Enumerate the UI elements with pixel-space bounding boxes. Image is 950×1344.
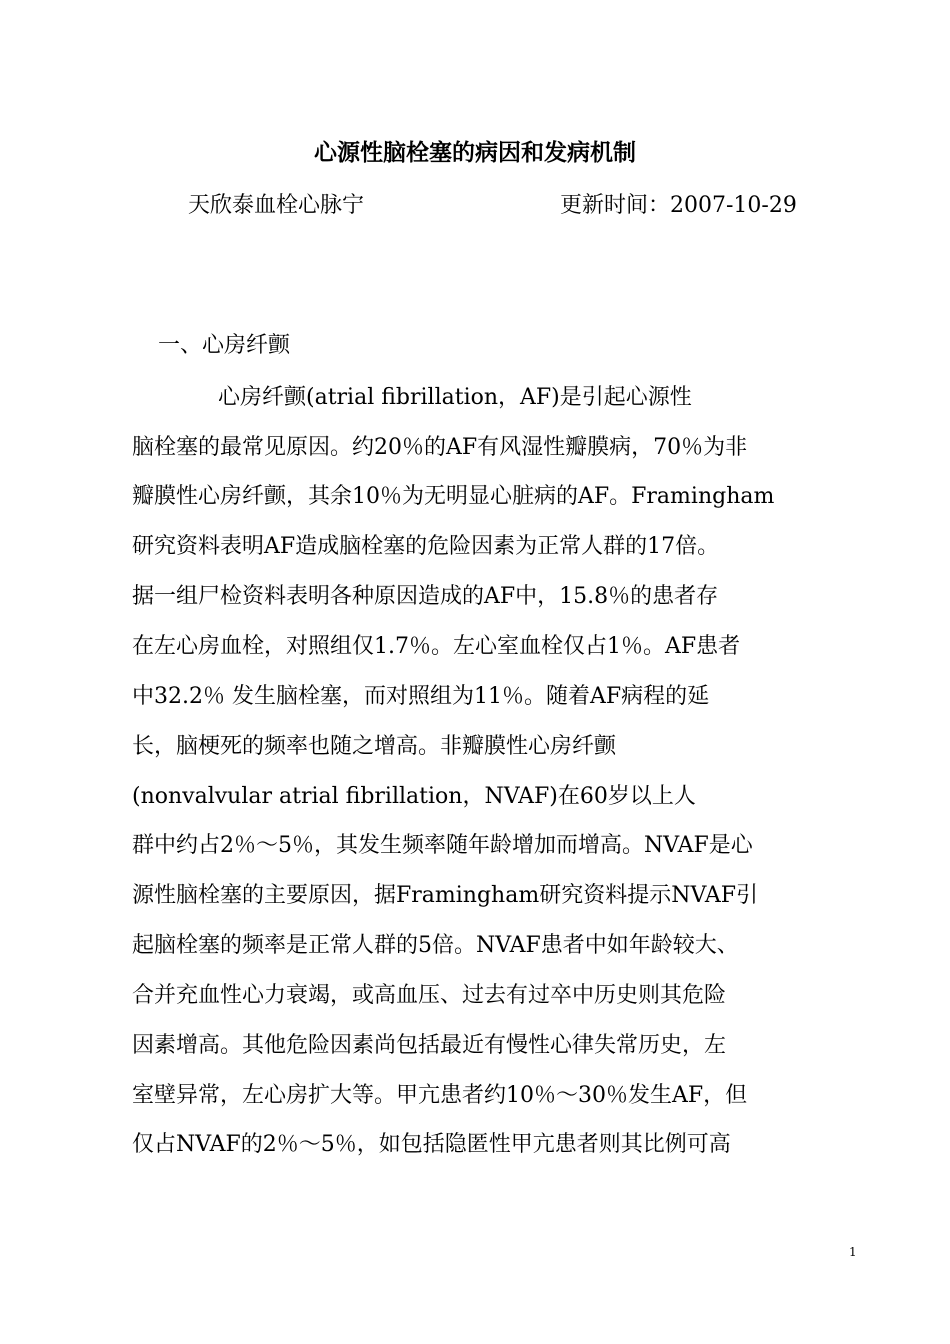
paragraph-line: 脑栓塞的最常见原因。约20％的AF有风湿性瓣膜病，70％为非	[132, 435, 748, 460]
paragraph-line: 在左心房血栓，对照组仅1.7％。左心室血栓仅占1％。AF患者	[132, 634, 741, 659]
update-time: 更新时间：2007-10-29	[560, 193, 797, 218]
section-heading: 一、心房纤颤	[158, 333, 291, 358]
paragraph-line: 源性脑栓塞的主要原因，据Framingham研究资料提示NVAF引	[132, 883, 758, 908]
paragraph-line: 据一组尸检资料表明各种原因造成的AF中，15.8％的患者存	[132, 584, 719, 609]
paragraph-line: 仅占NVAF的2％～5％，如包括隐匿性甲亢患者则其比例可高	[132, 1132, 731, 1157]
document-title: 心源性脑栓塞的病因和发病机制	[314, 139, 636, 166]
author-name: 天欣泰血栓心脉宁	[188, 193, 365, 218]
paragraph-line: 因素增高。其他危险因素尚包括最近有慢性心律失常历史，左	[132, 1033, 727, 1058]
paragraph-line: 室壁异常，左心房扩大等。甲亢患者约10％～30％发生AF，但	[132, 1083, 748, 1108]
paragraph-line: (nonvalvular atrial fibrillation，NVAF)在60岁以上人	[132, 784, 696, 809]
paragraph-line: 中32.2％ 发生脑栓塞，而对照组为11％。随着AF病程的延	[132, 684, 710, 709]
page-number: 1	[849, 1245, 857, 1259]
paragraph-line: 研究资料表明AF造成脑栓塞的危险因素为正常人群的17倍。	[132, 534, 720, 559]
paragraph-line: 瓣膜性心房纤颤，其余10％为无明显心脏病的AF。Framingham	[132, 484, 775, 509]
paragraph-line: 合并充血性心力衰竭，或高血压、过去有过卒中历史则其危险	[132, 983, 727, 1008]
paragraph-line: 起脑栓塞的频率是正常人群的5倍。NVAF患者中如年龄较大、	[132, 933, 739, 958]
paragraph-line: 长，脑梗死的频率也随之增高。非瓣膜性心房纤颤	[132, 734, 617, 759]
paragraph-line: 群中约占2％～5％，其发生频率随年龄增加而增高。NVAF是心	[132, 833, 753, 858]
paragraph-line: 心房纤颤(atrial fibrillation，AF)是引起心源性	[218, 385, 692, 410]
